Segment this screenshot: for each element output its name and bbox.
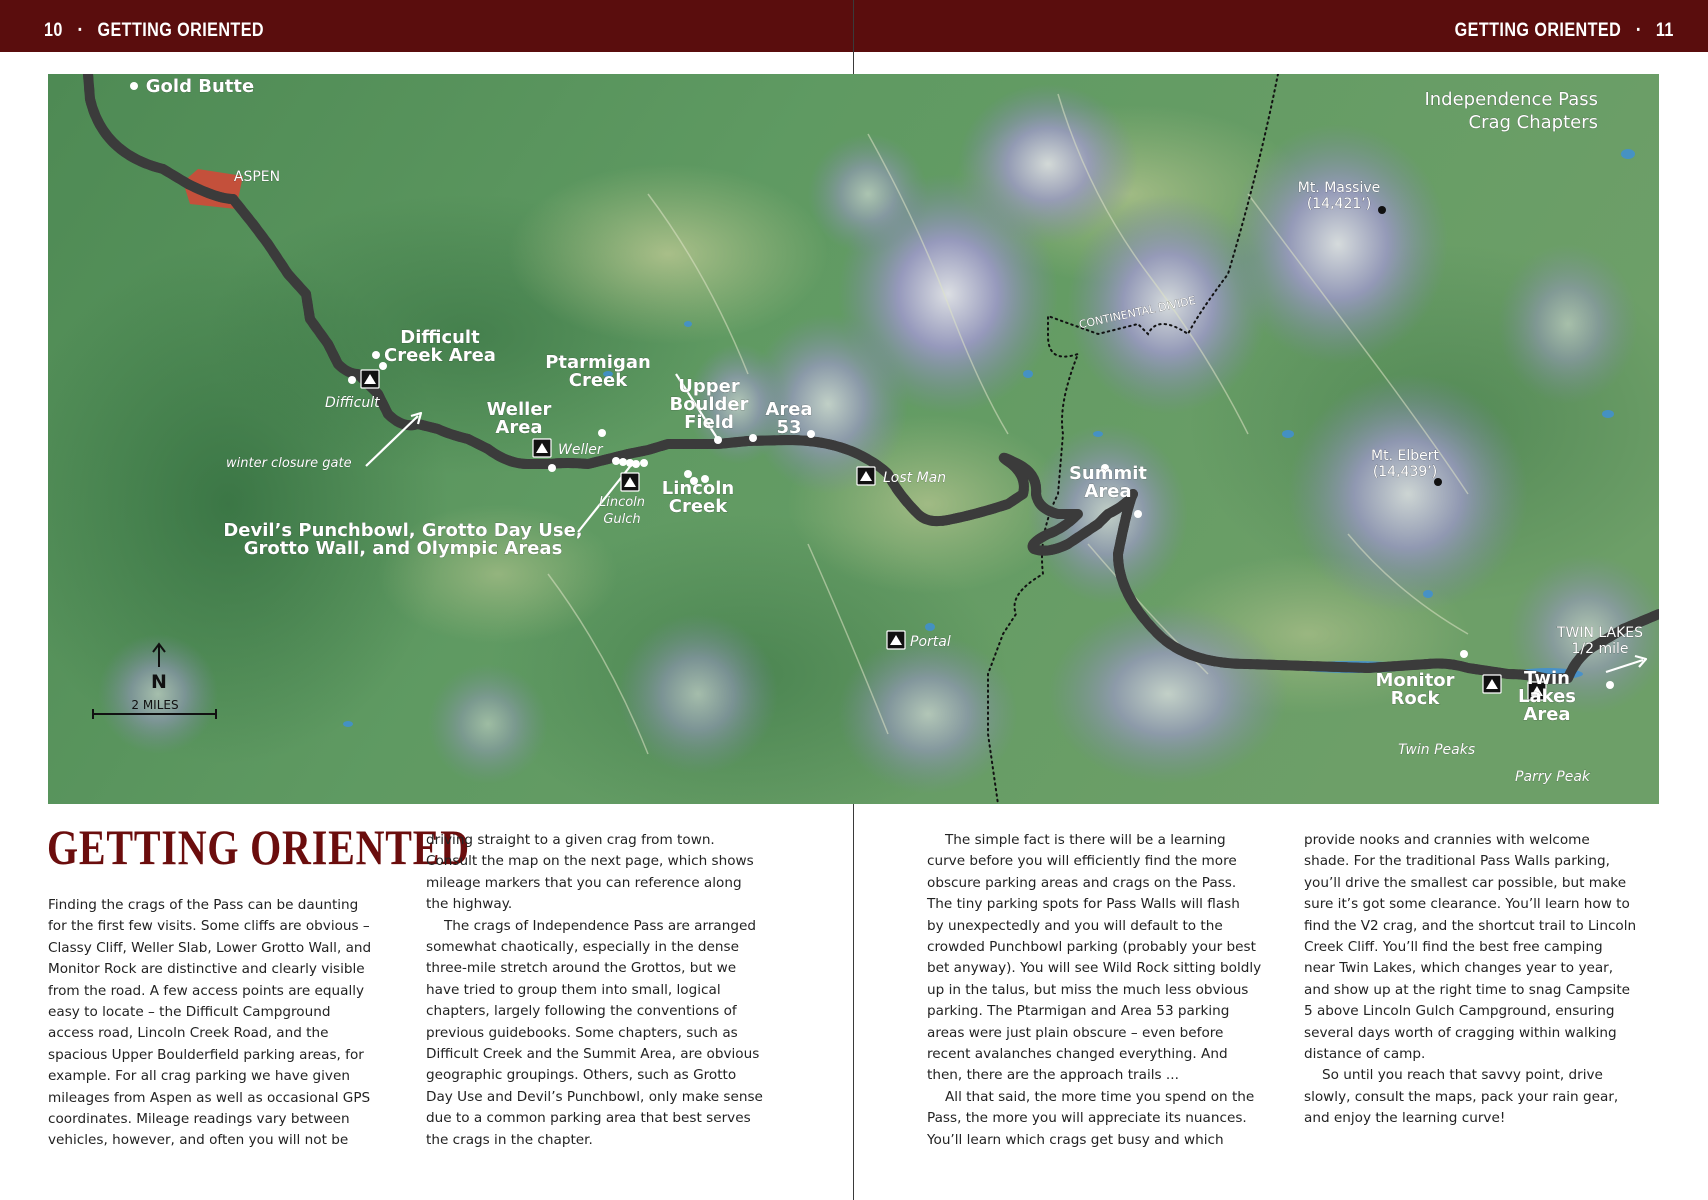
label-lincoln-creek-2: Creek: [668, 496, 728, 517]
column-3-line: The tiny parking spots for Pass Walls will flash: [927, 896, 1240, 913]
left-section-title: GETTING ORIENTED: [97, 20, 264, 41]
column-4-line: So until you reach that savvy point, drive: [1322, 1067, 1603, 1084]
campground-icon: [361, 370, 379, 388]
label-weller-area-1: Weller: [486, 399, 552, 420]
label-twin-lakes-arrow-1: TWIN LAKES: [1556, 625, 1644, 641]
text-column-4: [1304, 830, 1660, 1130]
label-lost-man: Lost Man: [883, 470, 947, 486]
column-4-line: slowly, consult the maps, pack your rain gear,: [1304, 1088, 1619, 1105]
column-3-line: The simple fact is there will be a learning: [945, 832, 1226, 848]
label-twin-lakes-area-3: Area: [1523, 704, 1571, 725]
column-3-line: by unexpectedly and you will default to the: [927, 917, 1223, 934]
column-2-line: due to a common parking area that best serves: [426, 1110, 751, 1127]
column-2-line: have tried to group them into small, logical: [426, 981, 721, 998]
label-lincoln-gulch-1: Lincoln: [598, 495, 646, 510]
column-3-line: up in the talus, but miss the much less obvious: [927, 981, 1249, 998]
label-weller-area-2: Area: [495, 417, 543, 438]
column-1-line: Monitor Rock are distinctive and clearly visible: [48, 961, 365, 978]
label-lincoln-gulch-2: Gulch: [603, 512, 641, 527]
label-winter-gate: winter closure gate: [226, 456, 352, 471]
label-difficult-creek-1: Difficult: [400, 327, 480, 348]
column-1-line: access road, Lincoln Creek Road, and the: [48, 1025, 329, 1042]
label-summit-area-2: Area: [1084, 481, 1132, 502]
column-2-line: Consult the map on the next page, which shows: [426, 853, 754, 870]
label-lincoln-creek-1: Lincoln: [661, 478, 735, 499]
column-4-line: several days worth of cragging within walking: [1304, 1024, 1617, 1041]
column-3-line: parking. The Ptarmigan and Area 53 parking: [927, 1003, 1230, 1020]
column-2-line: three-mile stretch around the Grottos, but we: [426, 960, 737, 977]
column-4-line: provide nooks and crannies with welcome: [1304, 832, 1590, 848]
column-1-line: from the road. A few access points are equally: [48, 982, 365, 999]
column-2-line: mileage markers that you can reference along: [426, 874, 742, 891]
column-3-line: then, there are the approach trails ...: [927, 1067, 1179, 1084]
column-1-line: coordinates. Mileage readings vary between: [48, 1111, 350, 1128]
column-1-line: mileages from Aspen as well as occasional GPS: [48, 1089, 371, 1106]
column-4-line: 5 above Lincoln Gulch Campground, ensuring: [1304, 1003, 1615, 1020]
label-mt-elbert-2: (14,439’): [1372, 464, 1438, 480]
column-4-line: you’ll drive the smallest car possible, but make: [1304, 874, 1627, 891]
label-mt-elbert-1: Mt. Elbert: [1371, 448, 1439, 464]
campground-icon: [887, 631, 905, 649]
column-4-line: find the V2 crag, and the shortcut trail to Lincoln: [1304, 917, 1637, 934]
label-twin-peaks: Twin Peaks: [1398, 742, 1476, 758]
label-weller-camp: Weller: [558, 442, 603, 458]
column-2-line: the crags in the chapter.: [426, 1131, 593, 1148]
column-3-line: recent avalanches changed everything. And: [927, 1046, 1228, 1063]
column-4-line: and show up at the right time to snag Campsite: [1304, 981, 1631, 998]
label-monitor-rock-2: Rock: [1390, 688, 1440, 709]
label-parry-peak: Parry Peak: [1515, 769, 1591, 785]
label-gold-butte: Gold Butte: [145, 76, 255, 97]
label-twin-lakes-area-1: Twin: [1524, 668, 1570, 689]
left-page-header: [44, 0, 264, 52]
column-1-line: easy to locate – the Difficult Campground: [48, 1004, 331, 1021]
header-separator: ▪: [1636, 22, 1641, 36]
label-portal: Portal: [910, 634, 951, 650]
label-ptarmigan-1: Ptarmigan: [545, 352, 651, 373]
label-area53-1: Area: [765, 399, 813, 420]
column-2-line: The crags of Independence Pass are arranged: [444, 917, 756, 934]
campground-icon: [621, 473, 639, 491]
label-ptarmigan-2: Creek: [568, 370, 628, 391]
column-3-line: curve before you will efficiently find the more: [927, 853, 1237, 870]
right-page-header: [1455, 0, 1674, 52]
label-summit-area-1: Summit: [1068, 463, 1148, 484]
column-2-line: previous guidebooks. Some chapters, such as: [426, 1024, 738, 1041]
label-mt-massive-1: Mt. Massive: [1297, 180, 1381, 196]
column-2-line: the highway.: [426, 896, 513, 913]
text-column-1: [48, 895, 394, 1152]
column-3-line: You’ll learn which crags get busy and which: [927, 1131, 1224, 1148]
column-4-line: and enjoy the learning curve!: [1304, 1110, 1506, 1127]
north-label: N: [151, 671, 167, 693]
map-svg: [48, 74, 1659, 804]
label-mt-massive-2: (14,421’): [1306, 196, 1372, 212]
right-page-number: 11: [1656, 20, 1674, 41]
label-upper-boulder-1: Upper: [678, 376, 740, 397]
column-4-line: distance of camp.: [1304, 1046, 1426, 1063]
column-1-line: Finding the crags of the Pass can be daunting: [48, 897, 359, 913]
campground-icon: [1483, 675, 1501, 693]
text-column-3: [927, 830, 1283, 1151]
map-title-1: Independence Pass: [1424, 89, 1598, 110]
column-2-line: geographic groupings. Others, such as Grotto: [426, 1067, 737, 1084]
left-page-number: 10: [44, 20, 63, 41]
header-separator: ▪: [78, 22, 83, 36]
label-upper-boulder-2: Boulder: [669, 394, 749, 415]
label-twin-lakes-area-2: Lakes: [1517, 686, 1577, 707]
label-difficult-creek-2: Creek Area: [384, 345, 496, 366]
column-3-line: areas were just plain obscure – even before: [927, 1024, 1224, 1041]
column-2-line: Difficult Creek and the Summit Area, are obvious: [426, 1046, 760, 1063]
column-2-line: driving straight to a given crag from town.: [426, 832, 715, 848]
column-3-line: obscure parking areas and crags on the Pass.: [927, 874, 1237, 891]
map-title-2: Crag Chapters: [1468, 112, 1598, 133]
scale-label: 2 MILES: [131, 698, 179, 712]
campground-icon: [857, 467, 875, 485]
text-column-2: [426, 830, 782, 1151]
column-1-line: for the first few visits. Some cliffs are obvious –: [48, 918, 370, 935]
column-2-line: Day Use and Devil’s Punchbowl, only make sense: [426, 1088, 763, 1105]
label-continental-divide: CONTINENTAL DIVIDE: [1077, 293, 1197, 332]
article-heading: GETTING ORIENTED: [47, 819, 470, 875]
label-monitor-rock-1: Monitor: [1375, 670, 1455, 691]
label-area53-2: 53: [776, 417, 802, 438]
label-devils-punchbowl-2: Grotto Wall, and Olympic Areas: [243, 538, 563, 559]
column-3-line: bet anyway). You will see Wild Rock sitting boldly: [927, 960, 1262, 977]
column-4-line: sure it’s got some clearance. You’ll learn how to: [1304, 896, 1630, 913]
campground-icon: [533, 439, 551, 457]
column-2-line: somewhat chaotically, especially in the dense: [426, 939, 739, 956]
column-4-line: shade. For the traditional Pass Walls parking,: [1304, 853, 1610, 870]
right-section-title: GETTING ORIENTED: [1454, 20, 1622, 41]
column-3-line: Pass, the more you will appreciate its nuances.: [927, 1110, 1247, 1127]
label-upper-boulder-3: Field: [684, 412, 734, 433]
column-3-line: crowded Punchbowl parking (probably your best: [927, 939, 1256, 956]
label-devils-punchbowl-1: Devil’s Punchbowl, Grotto Day Use,: [223, 520, 583, 541]
label-aspen: ASPEN: [233, 169, 281, 185]
column-1-line: example. For all crag parking we have given: [48, 1068, 350, 1085]
column-1-line: Classy Cliff, Weller Slab, Lower Grotto Wall, and: [48, 939, 372, 956]
column-4-line: Creek Cliff. You’ll find the best free camping: [1304, 939, 1603, 956]
column-3-line: All that said, the more time you spend on the: [945, 1088, 1255, 1105]
column-4-line: near Twin Lakes, which changes year to year,: [1304, 960, 1614, 977]
column-1-line: vehicles, however, and often you will not be: [48, 1132, 349, 1149]
column-1-line: spacious Upper Boulderfield parking areas, for: [48, 1046, 364, 1063]
label-twin-lakes-arrow-2: 1/2 mile: [1571, 641, 1629, 657]
column-2-line: chapters, largely following the conventions of: [426, 1003, 737, 1020]
relief-map: [48, 74, 1659, 804]
label-difficult-camp: Difficult: [325, 395, 380, 411]
